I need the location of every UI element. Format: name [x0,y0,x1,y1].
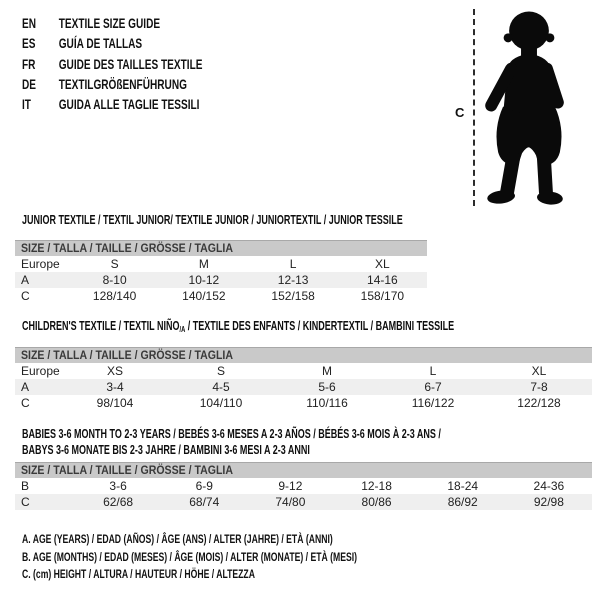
cell: 6-9 [195,479,213,493]
measure-c-label: C [455,105,465,120]
cell: 6-7 [380,379,486,395]
cell: L [429,364,437,378]
cell: M [322,364,332,378]
cell: 7-8 [486,379,592,395]
lang-label: GUIDA ALLE TAGLIE TESSILI [58,96,200,113]
row-label: A [15,379,62,395]
cell: 74/80 [247,494,333,510]
cell: XS [106,364,123,378]
cell: 18-24 [447,479,479,493]
cell: 122/128 [517,396,561,410]
lang-code: ES [22,35,36,52]
cell: 9-12 [278,479,303,493]
row-label: Europe [21,364,60,378]
cell: S [110,257,119,271]
cell: S [216,364,225,378]
row-label: Europe [21,257,60,271]
cell: XL [531,364,547,378]
row-label: C [21,396,30,410]
size-header-bar: SIZE / TALLA / TAILLE / GRÖSSE / TAGLIA [15,347,592,363]
cell: 152/158 [271,289,315,303]
lang-code: FR [22,55,36,72]
cell: 86/92 [420,494,506,510]
lang-code: EN [22,15,37,31]
cell: 14-16 [338,272,427,288]
row-label: C [15,494,75,510]
cell: 92/98 [506,494,592,510]
lang-label: TEXTILGRÖßENFÜHRUNG [58,75,187,92]
cell: 98/104 [96,396,134,410]
height-measure-dashed-line [473,9,475,206]
lang-label: GUÍA DE TALLAS [58,35,143,52]
lang-label: GUIDE DES TAILLES TEXTILE [58,55,203,72]
cell: 110/116 [306,396,348,410]
cell: 4-5 [168,379,274,395]
cell: 104/110 [199,396,243,410]
babies-size-table [15,462,592,510]
children-section-title: CHILDREN'S TEXTILE / TEXTIL $NIÑO_{/A}$ / TEXTILE DES ENFANTS / KINDERTEXTIL / BAMBINI TESSILE [22,319,455,334]
cell: 140/152 [182,289,226,303]
measurement-footnotes [22,531,487,584]
row-label: A [15,272,70,288]
lang-row-es [22,33,273,53]
table-row [15,288,427,304]
cell: 3-4 [62,379,168,395]
cell: 68/74 [161,494,247,510]
children-size-table [15,347,592,411]
cell: 80/86 [333,494,419,510]
cell: XL [375,257,390,271]
lang-label: TEXTILE SIZE GUIDE [58,15,161,31]
row-label: B [21,479,30,493]
junior-section-title: JUNIOR TEXTILE / TEXTIL JUNIOR/ TEXTILE JUNIOR / JUNIORTEXTIL / JUNIOR TESSILE [22,213,403,227]
table-row [15,256,427,272]
cell: 12-13 [249,272,338,288]
baby-silhouette [479,7,579,206]
cell: M [198,257,209,271]
cell: 8-10 [70,272,159,288]
lang-code: DE [22,75,37,92]
size-header-bar: SIZE / TALLA / TAILLE / GRÖSSE / TAGLIA [15,240,427,256]
table-row [15,379,592,395]
table-row [15,395,592,411]
lang-code: IT [22,96,31,113]
lang-row-fr [22,54,273,74]
cell: 116/122 [411,396,455,410]
cell: 12-18 [361,479,392,493]
cell: 3-6 [109,479,127,493]
footnote-a: A. AGE (YEARS) / EDAD (AÑOS) / ÂGE (ANS) / ALTER (JAHRE) / ETÀ (ANNI) [22,532,333,546]
cell: 128/140 [92,289,137,303]
table-row [15,494,592,510]
table-row [15,478,592,494]
cell: 10-12 [159,272,248,288]
cell: 158/170 [360,289,405,303]
row-label: C [21,289,30,303]
footnote-c: C. (cm) HEIGHT / ALTURA / HAUTEUR / HÖHE / ALTEZZA [22,567,255,581]
footnote-b: B. AGE (MONTHS) / EDAD (MESES) / ÂGE (MOIS) / ALTER (MONATE) / ETÀ (MESI) [22,549,358,564]
nino-a-subscript: /A [179,325,186,334]
cell: 5-6 [274,379,380,395]
cell: 62/68 [75,494,161,510]
lang-row-de [22,74,273,94]
junior-size-table [15,240,427,304]
lang-row-it [22,94,273,114]
cell: 24-36 [533,479,565,493]
table-row [15,272,427,288]
cell: L [289,257,297,271]
table-row [15,363,592,379]
lang-row-en [22,13,273,33]
language-guide-list [22,13,273,114]
size-header-bar: SIZE / TALLA / TAILLE / GRÖSSE / TAGLIA [15,462,592,478]
babies-section-title: BABIES 3-6 MONTH TO 2-3 YEARS / BEBÉS 3-6 MESES A 2-3 AÑOS / BÉBÉS 3-6 MOIS À 2-3 ANS / BABYS 3-6 MONATE BIS 2-3 JAHRE / BAMBINI 3-6 MESI A 2-3 ANNI [22,427,441,457]
